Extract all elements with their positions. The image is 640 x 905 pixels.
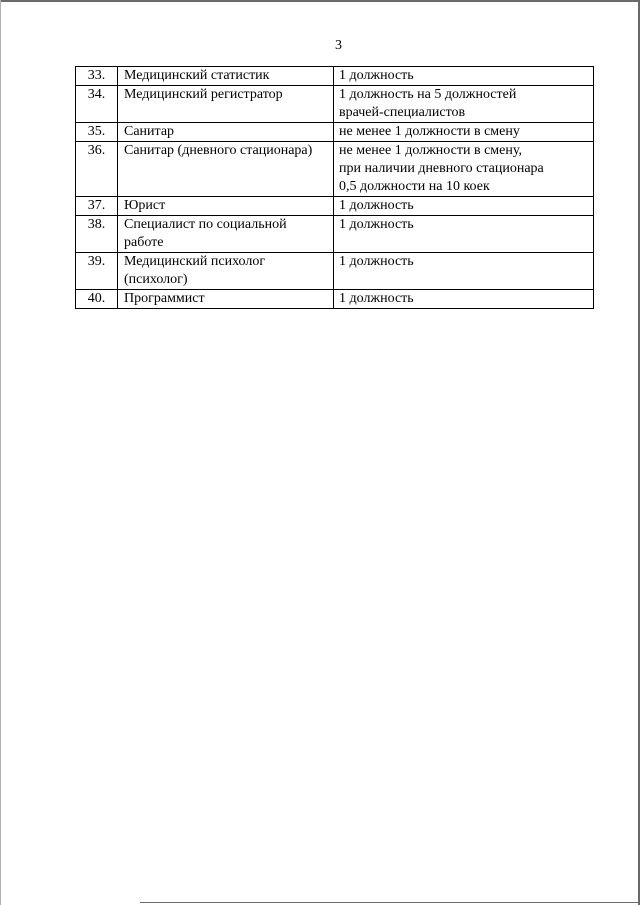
norm-cell	[334, 67, 594, 86]
table-row	[76, 86, 594, 123]
table-row	[76, 142, 594, 197]
table-row	[76, 290, 594, 309]
position-cell	[118, 123, 334, 142]
row-number: 35.	[76, 123, 118, 142]
row-number: 39.	[76, 253, 118, 290]
row-number: 37.	[76, 197, 118, 216]
table-row	[76, 253, 594, 290]
row-number: 33.	[76, 67, 118, 86]
position-cell	[118, 86, 334, 123]
norm-line: 1 должность	[339, 68, 414, 83]
norm-cell	[334, 123, 594, 142]
table-row	[76, 216, 594, 253]
position-line: Медицинский регистратор	[124, 87, 283, 102]
position-cell	[118, 142, 334, 197]
row-number: 36.	[76, 142, 118, 197]
norm-line: 1 должность на 5 должностей	[339, 87, 517, 102]
norm-line: 1 должность	[339, 291, 414, 306]
position-line: Специалист по социальной	[124, 217, 287, 232]
position-cell	[118, 253, 334, 290]
row-number: 40.	[76, 290, 118, 309]
position-cell	[118, 290, 334, 309]
norm-cell	[334, 290, 594, 309]
page-number: 3	[335, 38, 342, 53]
position-line: (психолог)	[124, 272, 188, 287]
norm-line: 0,5 должности на 10 коек	[339, 179, 490, 194]
table-row	[76, 123, 594, 142]
norm-line: 1 должность	[339, 254, 414, 269]
row-number: 34.	[76, 86, 118, 123]
position-line: Санитар (дневного стационара)	[124, 143, 313, 158]
position-line: Санитар	[124, 124, 175, 139]
norm-line: врачей-специалистов	[339, 105, 466, 120]
norm-line: 1 должность	[339, 217, 414, 232]
norm-cell	[334, 216, 594, 253]
position-line: Юрист	[124, 198, 166, 213]
scan-edge-bottom	[140, 902, 640, 903]
position-line: Программист	[124, 291, 205, 306]
row-number: 38.	[76, 216, 118, 253]
position-cell	[118, 67, 334, 86]
norm-cell	[334, 142, 594, 197]
position-line: работе	[124, 235, 164, 250]
norm-line: не менее 1 должности в смену	[339, 124, 520, 139]
staffing-table	[75, 66, 594, 309]
norm-line: 1 должность	[339, 198, 414, 213]
norm-line: не менее 1 должности в смену,	[339, 143, 522, 158]
position-cell	[118, 197, 334, 216]
scan-edge-left	[0, 0, 1, 905]
norm-line: при наличии дневного стационара	[339, 161, 544, 176]
norm-cell	[334, 253, 594, 290]
position-cell	[118, 216, 334, 253]
norm-cell	[334, 197, 594, 216]
norm-cell	[334, 86, 594, 123]
position-line: Медицинский статистик	[124, 68, 270, 83]
scan-edge-top	[0, 0, 640, 2]
table-row	[76, 197, 594, 216]
table-row	[76, 67, 594, 86]
position-line: Медицинский психолог	[124, 254, 266, 269]
